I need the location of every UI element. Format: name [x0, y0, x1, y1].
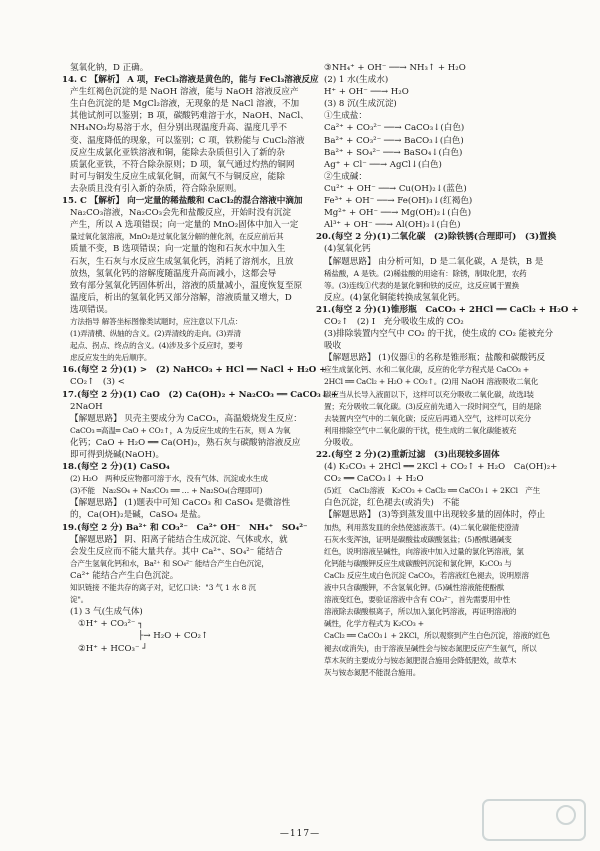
right-line: CO₂ ══ CaCO₃↓ + H₂O: [324, 474, 424, 485]
left-line: 产生，所以 A 选项错误；向一定量的 MnO₂固体中加入一定: [70, 220, 299, 231]
left-line: CO₂↑ (3) <: [70, 377, 125, 388]
right-line: 22.(每空 2 分)(2)重新过滤 (3)出现较多固体: [316, 450, 500, 460]
left-line: 知识链接 不能共存的离子对，记忆口诀："3 气 1 水 8 沉: [70, 583, 256, 593]
left-line: 即可得到烧碱(NaOH)。: [70, 450, 165, 460]
right-line: Mg²⁺ + OH⁻ ──→ Mg(OH)₂↓(白色): [324, 208, 472, 219]
right-line: 置；充分吸收二氧化碳。(3)反应前先通入一段时间空气，目的是除: [324, 401, 542, 411]
left-line: 其他试剂可以鉴别；B 项，碳酸钙难溶于水，NaOH、NaCl、: [70, 111, 309, 122]
left-line: Na₂CO₃溶液，Na₂CO₃会先和盐酸反应，开始时没有沉淀: [70, 208, 291, 219]
right-line: Ba²⁺ + SO₄²⁻ ──→ BaSO₄↓(白色): [324, 147, 463, 158]
right-line: 【解题思路】 (3)等到蒸发皿中出现较多量的固体时，停止: [324, 510, 546, 521]
left-line: 起点、拐点、终点的含义。(4)涉及多个反应时，要考: [70, 341, 243, 351]
right-line: 溶液变红色，要验证溶液中含有 CO₃²⁻，首先需要用中性: [324, 595, 511, 605]
right-line: (2) 1 水(生成水): [324, 75, 389, 86]
right-line: 化钙能与碳酸钾反应生成碳酸钙沉淀和氯化钾，K₂CO₃ 与: [324, 558, 512, 568]
left-line: 质氯化亚铁，不符合除杂原则；D 项，氧气通过灼热的铜网: [70, 159, 295, 170]
right-line: 反应。(4)氯化铜能转换成氢氧化钙。: [324, 292, 466, 303]
right-line: (3)排除装置内空气中 CO₂ 的干扰，使生成的 CO₂ 能被充分: [324, 329, 554, 340]
right-line: 吸收: [324, 341, 342, 352]
left-line: 生白色沉淀的是 MgCl₂溶液，无现象的是 NaCl 溶液，不加: [70, 99, 300, 110]
right-line: 去装置内空气中的二氧化碳；反应后再通入空气，这样可以充分: [324, 413, 532, 423]
left-line: 合产生氢氧化钙和水，Ba²⁺ 和 SO₄²⁻ 能结合产生白色沉淀，: [70, 558, 269, 568]
left-line: 放热，氢氧化钙的溶解度随温度升高而减小，这都会导: [70, 268, 277, 279]
left-line: ├→ H₂O + CO₂↑: [78, 631, 209, 642]
right-line: Ca²⁺ + CO₃²⁻ ──→ CaCO₃↓(白色): [324, 123, 465, 134]
right-line: 加热，利用蒸发皿的余热使滤液蒸干。(4)二氧化碳能使澄清: [324, 522, 519, 532]
watermark-logo: [482, 799, 586, 841]
left-line: 【解题思路】 (1)题表中可知 CaCO₃ 和 CaSO₄ 是微溶性: [70, 498, 291, 509]
right-line: Fe³⁺ + OH⁻ ──→ Fe(OH)₃↓(红褐色): [324, 196, 473, 207]
left-line: 会发生反应而不能大量共存。其中 Ca²⁺、SO₄²⁻ 能结合: [70, 546, 283, 557]
right-line: (4) K₂CO₃ + 2HCl ══ 2KCl + CO₂↑ + H₂O Ca(OH)₂+: [324, 462, 558, 473]
right-line: Cu²⁺ + OH⁻ ──→ Cu(OH)₂↓(蓝色): [324, 183, 467, 194]
left-line: 虑反应发生的先后顺序。: [70, 353, 152, 363]
right-line: CaCl₂ ══ CaCO₃↓ + 2KCl，所以观察到产生白色沉淀，溶液的红色: [324, 631, 550, 641]
left-line: 【解题思路】 阴、阳离子能结合生成沉淀、气体或水，就: [70, 534, 288, 545]
left-line: 的，Ca(OH)₂是碱，CaSO₄ 是盐。: [70, 510, 206, 521]
left-line: 量过氧化氢溶液，MnO₂是过氧化氢分解的催化剂，在反应前后其: [70, 232, 284, 242]
right-line: (4)氢氧化钙: [324, 244, 371, 255]
right-line: 石灰水变浑浊，证明是碳酸盐或碳酸氢盐；(5)酚酞遇碱变: [324, 534, 512, 544]
left-line: CaCO₃ ═高温═ CaO + CO₂↑，A 为反应生成的生石灰，则 A 为氧: [70, 425, 291, 435]
left-line: 19.(每空 2 分) Ba²⁺ 和 CO₃²⁻ Ca²⁺ OH⁻ NH₄⁺ SO₄²⁻: [62, 522, 308, 533]
left-line: (1) 3 气(生成气体): [70, 607, 143, 618]
right-line: 草木灰的主要成分与铵态氮肥混合施用会降低肥效，故草木: [324, 655, 517, 665]
left-line: 18.(每空 2 分)(1) CaSO₄: [62, 462, 170, 473]
right-line: ③NH₄⁺ + OH⁻ ──→ NH₃↑ + H₂O: [324, 63, 466, 73]
right-line: Ag⁺ + Cl⁻ ──→ AgCl↓(白色): [324, 159, 442, 170]
left-line: 16.(每空 2 分)(1) > (2) NaHCO₃ + HCl ══ NaCl + H₂O +: [62, 365, 327, 376]
right-line: CaCl₂ 反应生成白色沉淀 CaCO₃，若溶液红色褪去，说明原溶: [324, 570, 529, 580]
left-line: (1)弄清横、纵轴的含义。(2)弄清线的走向。(3)弄清: [70, 329, 241, 339]
right-line: 红色，说明溶液呈碱性，向溶液中加入过量的氯化钙溶液，氯: [324, 546, 524, 556]
right-line: ②生成碱：: [324, 171, 367, 182]
right-line: 碳应当从长导入液面以下，这样可以充分吸收二氧化碳，故选Ⅰ装: [324, 389, 534, 399]
left-line: Ca²⁺ 能结合产生白色沉淀。: [70, 570, 179, 581]
right-line: 【解题思路】 由分析可知，D 是二氧化碳，A 是铁，B 是: [324, 256, 544, 267]
left-line: 去杂质且没有引入新的杂质，符合除杂原则。: [70, 183, 242, 194]
left-line: 2NaOH: [70, 401, 103, 412]
left-line: 石灰，生石灰与水反应生成氢氧化钙，消耗了溶剂水，且放: [70, 256, 294, 267]
left-line: (3)不能 Na₂SO₄ + Na₂CO₃ ══ … + Na₂SO₄(合理即可): [70, 486, 263, 496]
left-line: 变、温度降低的现象，可以鉴别；C 项，铁粉能与 CuCl₂溶液: [70, 135, 305, 146]
right-line: 白色沉淀，红色褪去(或消失) 不能: [324, 498, 460, 509]
left-line: 产生红褐色沉淀的是 NaOH 溶液，能与 NaOH 溶液反应产: [70, 87, 299, 98]
left-line: 选项错误。: [70, 304, 113, 315]
right-line: ①生成盐：: [324, 111, 367, 122]
left-line: 【解题思路】 贝壳主要成分为 CaCO₃，高温煅烧发生反应：: [70, 413, 302, 424]
left-line: ②H⁺ + HCO₃⁻ ┘: [78, 643, 148, 654]
right-line: (3) 8 沉(生成沉淀): [324, 99, 397, 110]
left-line: (2) H₂O 两种反应物都可溶于水，没有气体、沉淀或水生成: [70, 474, 268, 484]
right-line: (5)红 CaCl₂溶液 K₂CO₃ + CaCl₂ ══ CaCO₃↓ + 2KCl 产生: [324, 486, 541, 496]
left-line: 14. C 【解析】 A 项，FeCl₃溶液是黄色的，能与 FeCl₃溶液反应: [62, 75, 319, 86]
left-line: 致有部分氢氧化钙固体析出，溶液的质量减小，温度恢复至原: [70, 280, 303, 291]
right-line: 2HCl ══ CaCl₂ + H₂O + CO₂↑。(2)用 NaOH 溶液吸收二氧化: [324, 377, 539, 387]
right-line: 液中只含碳酸钾，不含氢氧化钾。(5)碱性溶液能使酚酞: [324, 583, 505, 593]
right-line: 分吸收。: [324, 437, 359, 448]
left-line: 质量不变，B 选项错误；向一定量的饱和石灰水中加入生: [70, 244, 286, 255]
left-line: 方法指导 解答坐标图像类试题时，应注意以下几点：: [70, 316, 243, 326]
left-line: 化钙；CaO + H₂O ══ Ca(OH)₂，熟石灰与碳酸钠溶液反应: [70, 437, 301, 448]
left-line: 17.(每空 2 分)(1) CaO (2) Ca(OH)₂ + Na₂CO₃ ══ CaCO₃↓ +: [62, 389, 339, 400]
right-line: 碱性，化学方程式为 K₂CO₃ +: [324, 619, 424, 629]
left-line: 时可与铜发生反应生成氧化铜，而氮气不与铜反应，能除: [70, 171, 285, 182]
right-line: H⁺ + OH⁻ ──→ H₂O: [324, 87, 409, 98]
left-line: NH₄NO₃均易溶于水，但分别出现温度升高、温度几乎不: [70, 123, 287, 134]
right-line: 稀盐酸，A 是铁。(2)稀盐酸的用途有：除锈，制取化肥，农药: [324, 268, 527, 278]
right-line: 应生成氯化钙、水和二氧化碳，反应的化学方程式是 CaCO₃ +: [324, 365, 530, 375]
right-line: 20.(每空 2 分)(1)二氧化碳 (2)除铁锈(合理即可) (3)置换: [316, 232, 557, 243]
left-line: 15. C 【解析】 向一定量的稀盐酸和 CaCl₂的混合溶液中滴加: [62, 196, 303, 207]
right-line: 【解题思路】 (1)仪器①的名称是锥形瓶；盐酸和碳酸钙反: [324, 353, 546, 364]
left-line: ①H⁺ + CO₃²⁻ ┐: [78, 619, 144, 630]
right-line: 褪去(或消失)，由于溶液呈碱性会与铵态氮肥反应产生氨气，所以: [324, 643, 537, 653]
left-line: 反应生成氯化亚铁溶液和铜，能除去杂质但引入了新的杂: [70, 147, 285, 158]
right-line: Al³⁺ + OH⁻ ──→ Al(OH)₃↓(白色): [324, 220, 461, 231]
right-line: 等。(3)连线①代表的是氯化铜和铁的反应，这反应属于置换: [324, 280, 519, 290]
left-line: 氢氧化钠，D 正确。: [70, 63, 149, 73]
left-line: 温度后，析出的氢氧化钙又部分溶解，溶液质量又增大，D: [70, 292, 292, 303]
right-line: Ba²⁺ + CO₃²⁻ ──→ BaCO₃↓(白色): [324, 135, 464, 146]
right-line: 灰与铵态氮肥不能混合施用。: [324, 667, 421, 677]
page-number: —117—: [279, 829, 321, 839]
right-line: 溶液除去碳酸根离子，所以加入氯化钙溶液，再证明溶液的: [324, 607, 517, 617]
right-column: [316, 62, 579, 679]
right-line: CO₂↑ (2) Ⅰ 充分吸收生成的 CO₂: [324, 316, 464, 327]
right-line: 21.(每空 2 分)(1)锥形瓶 CaCO₃ + 2HCl ══ CaCl₂ + H₂O +: [316, 304, 579, 315]
left-line: 淀"。: [70, 595, 89, 605]
right-line: 利用排除空气中二氧化碳的干扰，使生成的二氧化碳能被充: [324, 425, 517, 435]
